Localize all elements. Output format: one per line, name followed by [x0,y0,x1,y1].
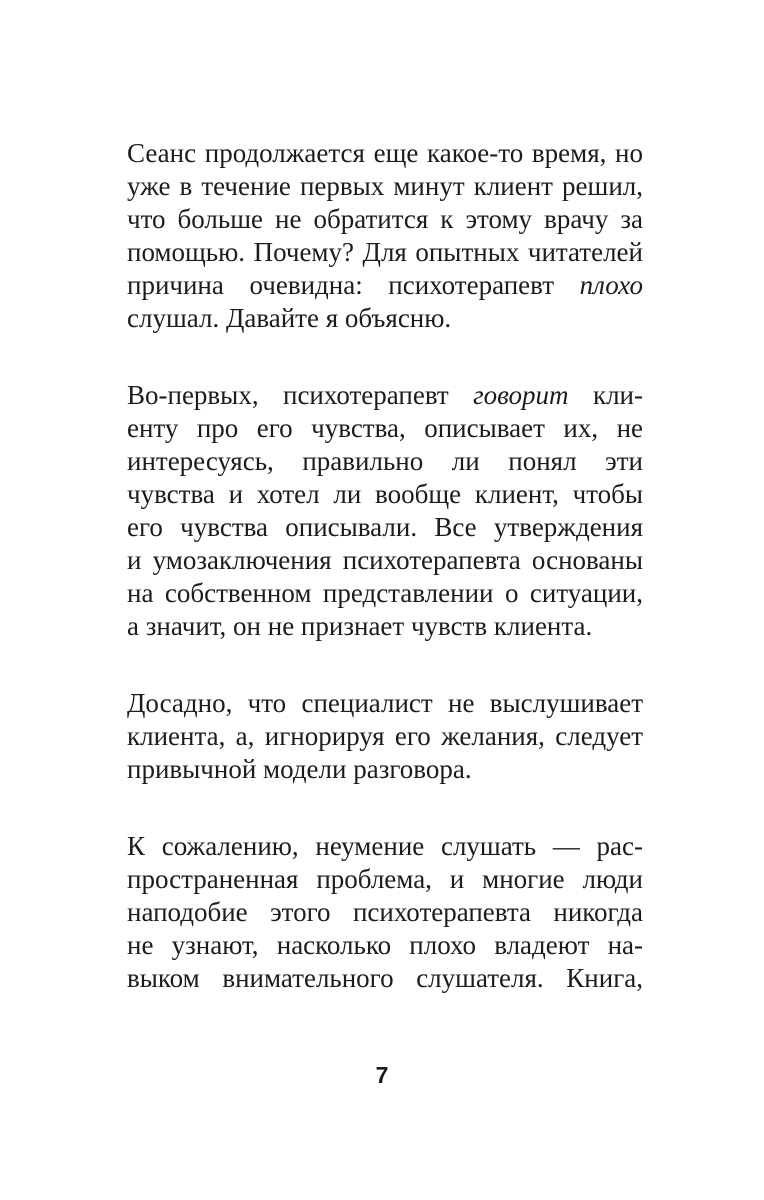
text-segment: пространенная проблема, и многие люди [127,864,643,894]
text-line [127,302,643,335]
emphasized-word: плохо [579,270,643,300]
text-segment: клиента, а, игнорируя его желания, следует [127,721,643,751]
text-segment: интересуясь, правильно ли понял эти [127,446,643,476]
paragraph [127,830,643,995]
text-line [127,863,643,896]
text-segment: Во-первых, психотерапевт [127,380,474,410]
text-segment: что больше не обратится к этому врачу за [127,204,643,234]
text-segment: наподобие этого психотерапевта никогда [127,897,643,927]
text-line [127,269,643,302]
text-line [127,412,643,445]
text-segment: К сожалению, неумение слушать — рас- [127,831,643,861]
text-segment: слушал. Давайте я объясню. [127,303,452,333]
text-line [127,236,643,269]
text-segment: причина очевидна: психотерапевт [127,270,580,300]
text-segment: уже в течение первых минут клиент решил, [127,171,643,201]
text-line [127,830,643,863]
page-body [127,137,643,1039]
text-line [127,137,643,170]
page-number: 7 [375,1062,389,1088]
text-line [127,929,643,962]
text-line [127,379,643,412]
text-line [127,720,643,753]
text-line [127,896,643,929]
text-segment: на собственном представлении о ситуации, [127,578,643,608]
text-line [127,610,643,643]
text-line [127,962,643,995]
emphasized-word: говорит [473,380,569,410]
paragraph [127,379,643,643]
text-line [127,478,643,511]
text-segment: Досадно, что специалист не выслушивает [127,688,643,718]
text-line [127,445,643,478]
text-segment: его чувства описывали. Все утверждения [127,512,643,542]
text-line [127,170,643,203]
text-segment: енту про его чувства, описывает их, не [127,413,643,443]
text-line [127,203,643,236]
text-segment: чувства и хотел ли вообще клиент, чтобы [127,479,643,509]
text-segment: кли- [568,380,643,410]
text-segment: не узнают, насколько плохо владеют на- [127,930,643,960]
text-segment: а значит, он не признает чувств клиента. [127,611,593,641]
text-segment: и умозаключения психотерапевта основаны [127,545,643,575]
text-line [127,511,643,544]
text-segment: Сеанс продолжается еще какое-то время, но [127,138,643,168]
text-segment: привычной модели разговора. [127,754,472,784]
paragraph [127,687,643,786]
paragraph [127,137,643,335]
text-segment: выком внимательного слушателя. Книга, [127,963,643,993]
text-line [127,753,643,786]
text-line [127,577,643,610]
text-line [127,544,643,577]
text-line [127,687,643,720]
text-segment: помощью. Почему? Для опытных читателей [127,237,643,267]
